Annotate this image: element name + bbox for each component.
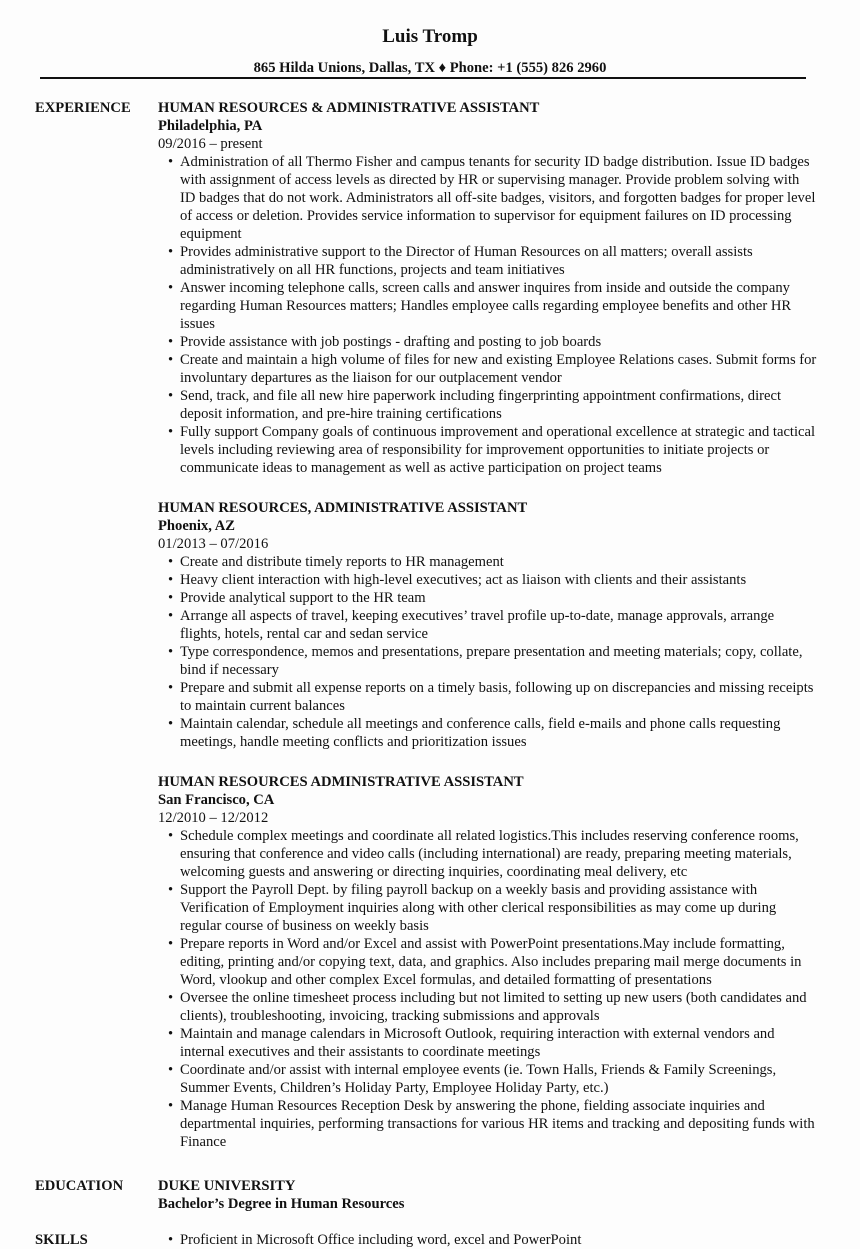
- job-bullet: • Provides administrative support to the Director of Human Resources on all matters; overall assists administratively on all HR functions, projects and team initiatives: [180, 243, 818, 279]
- job-bullet: • Support the Payroll Dept. by filing payroll backup on a weekly basis and providing assistance with Verification of Employment inquiries along with other clerical responsibilities as may come up during regular course of business on weekly basis: [180, 881, 818, 935]
- job-entry: [158, 99, 818, 477]
- job-bullet: • Fully support Company goals of continuous improvement and operational excellence at strategic and tactical levels including reviewing area of responsibility for improvement opportunities to initiate projects or communicate ideas to management as well as active participation on project teams: [180, 423, 818, 477]
- header-divider: [40, 77, 806, 79]
- job-location: San Francisco, CA: [158, 792, 275, 808]
- job-bullet: • Provide assistance with job postings - drafting and posting to job boards: [180, 333, 818, 351]
- job-bullet: • Maintain and manage calendars in Microsoft Outlook, requiring interaction with external vendors and internal executives and their assistants to coordinate meetings: [180, 1025, 818, 1061]
- section-label-experience: EXPERIENCE: [35, 100, 131, 116]
- job-bullet: • Maintain calendar, schedule all meetings and conference calls, field e-mails and phone calls requesting meetings, handle meeting conflicts and prioritization issues: [180, 715, 818, 751]
- job-bullet: • Arrange all aspects of travel, keeping executives’ travel profile up-to-date, manage approvals, arrange flights, hotels, rental car and sedan service: [180, 607, 818, 643]
- job-bullets: [158, 153, 818, 477]
- job-bullet: • Heavy client interaction with high-level executives; act as liaison with clients and their assistants: [180, 571, 818, 589]
- job-bullet: • Send, track, and file all new hire paperwork including fingerprinting appointment confirmations, direct deposit information, and pre-hire training certifications: [180, 387, 818, 423]
- skills-entry: [158, 1231, 818, 1249]
- job-bullet: • Create and distribute timely reports to HR management: [180, 553, 818, 571]
- job-bullet: • Prepare reports in Word and/or Excel and assist with PowerPoint presentations.May include formatting, editing, printing and/or copying text, data, and graphics. Also includes preparing mail merge documents in Word, vlookup and other complex Excel formulas, and detailed formatting of presentations: [180, 935, 818, 989]
- job-entry: [158, 499, 818, 751]
- job-bullet: • Schedule complex meetings and coordinate all related logistics.This includes reserving conference rooms, ensuring that conference and video calls (including international) are ready, preparing meeting materials, welcoming guests and answering or directing inquiries, coordinating meal delivery, etc: [180, 827, 818, 881]
- job-title: HUMAN RESOURCES & ADMINISTRATIVE ASSISTANT: [158, 100, 540, 116]
- job-bullet: • Type correspondence, memos and presentations, prepare presentation and meeting materials; copy, collate, bind if necessary: [180, 643, 818, 679]
- job-bullet: • Prepare and submit all expense reports on a timely basis, following up on discrepancies and missing receipts to maintain current balances: [180, 679, 818, 715]
- job-title: HUMAN RESOURCES ADMINISTRATIVE ASSISTANT: [158, 774, 524, 790]
- school-name: DUKE UNIVERSITY: [158, 1178, 296, 1194]
- skill-item: • Proficient in Microsoft Office including word, excel and PowerPoint: [180, 1231, 818, 1249]
- candidate-name: Luis Tromp: [382, 26, 478, 47]
- job-bullet: • Oversee the online timesheet process including but not limited to setting up new users (both candidates and clients), troubleshooting, invoicing, tracking submissions and approvals: [180, 989, 818, 1025]
- job-bullet: • Administration of all Thermo Fisher and campus tenants for security ID badge distribution. Issue ID badges with assignment of access levels as directed by HR or supervising manager. Provide problem solving with ID badges that do not work. Administrators all off-site badges, visitors, and forgotten badges for proper level of access or deletion. Provides service information to supervisor for equipment failures on ID processing equipment: [180, 153, 818, 243]
- job-location: Phoenix, AZ: [158, 518, 236, 534]
- contact-line: 865 Hilda Unions, Dallas, TX ♦ Phone: +1 (555) 826 2960: [253, 60, 607, 76]
- job-bullet: • Answer incoming telephone calls, screen calls and answer inquires from inside and outside the company regarding Human Resources matters; Handles employee calls regarding employee benefits and other HR issues: [180, 279, 818, 333]
- job-entry: [158, 773, 818, 1151]
- job-dates: 09/2016 – present: [158, 136, 263, 152]
- job-dates: 01/2013 – 07/2016: [158, 536, 269, 552]
- degree: Bachelor’s Degree in Human Resources: [158, 1196, 405, 1212]
- education-entry: [158, 1177, 818, 1213]
- section-label-skills: SKILLS: [35, 1232, 88, 1248]
- job-bullets: [158, 553, 818, 751]
- job-bullets: [158, 827, 818, 1151]
- job-bullet: • Provide analytical support to the HR team: [180, 589, 818, 607]
- job-title: HUMAN RESOURCES, ADMINISTRATIVE ASSISTANT: [158, 500, 528, 516]
- job-bullet: • Coordinate and/or assist with internal employee events (ie. Town Halls, Friends & Family Screenings, Summer Events, Children’s Holiday Party, Employee Holiday Party, etc.): [180, 1061, 818, 1097]
- job-bullet: • Manage Human Resources Reception Desk by answering the phone, fielding associate inquiries and departmental inquiries, performing transactions for various HR items and tracking and depositing funds with Finance: [180, 1097, 818, 1151]
- job-location: Philadelphia, PA: [158, 118, 263, 134]
- job-bullet: • Create and maintain a high volume of files for new and existing Employee Relations cases. Submit forms for involuntary departures as the liaison for our outplacement vendor: [180, 351, 818, 387]
- section-label-education: EDUCATION: [35, 1178, 124, 1194]
- job-dates: 12/2010 – 12/2012: [158, 810, 269, 826]
